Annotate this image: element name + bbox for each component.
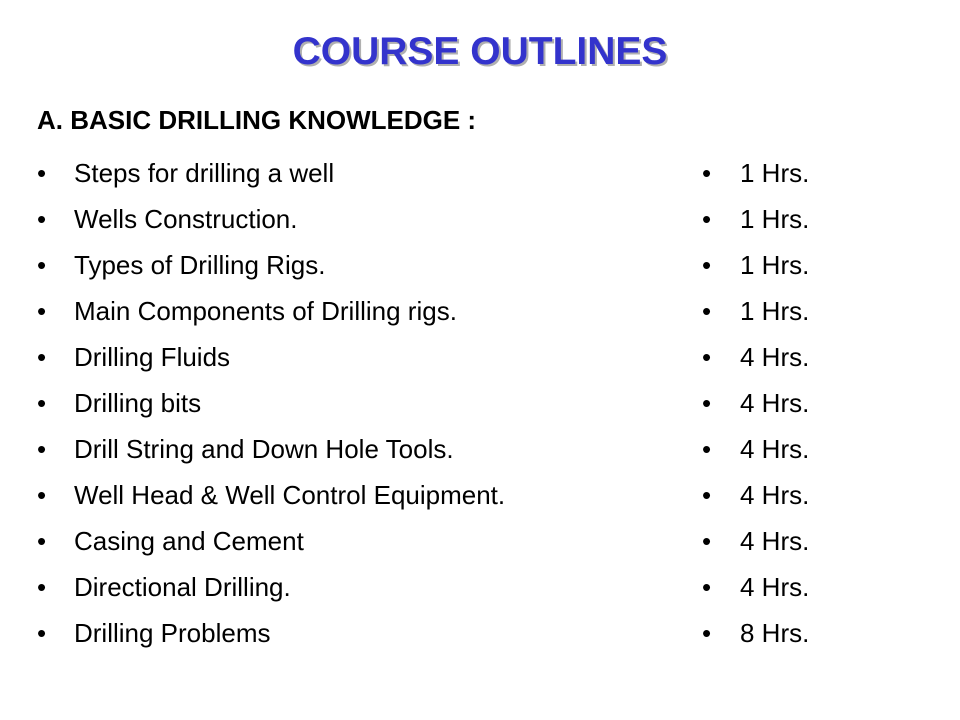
topic-hours: 4 Hrs. [740,388,810,418]
bullet-icon: • [37,158,47,188]
topic-hours: 4 Hrs. [740,526,810,556]
topic-label: Drill String and Down Hole Tools. [74,434,454,464]
bullet-icon: • [37,388,47,418]
bullet-icon: • [702,480,712,510]
topic-row [37,564,917,610]
topic-row [37,472,917,518]
topic-row [37,426,917,472]
bullet-icon: • [702,250,712,280]
bullet-icon: • [37,250,47,280]
topic-hours: 4 Hrs. [740,342,810,372]
topic-hours: 1 Hrs. [740,250,810,280]
topic-row [37,518,917,564]
bullet-icon: • [37,342,47,372]
bullet-icon: • [37,526,47,556]
topic-hours: 1 Hrs. [740,296,810,326]
topic-label: Directional Drilling. [74,572,291,602]
topic-row [37,150,917,196]
topic-list [37,150,917,656]
topic-label: Main Components of Drilling rigs. [74,296,457,326]
topic-hours: 1 Hrs. [740,158,810,188]
bullet-icon: • [702,618,712,648]
topic-label: Well Head & Well Control Equipment. [74,480,506,510]
bullet-icon: • [37,296,47,326]
topic-row [37,380,917,426]
bullet-icon: • [702,296,712,326]
topic-hours: 4 Hrs. [740,480,810,510]
bullet-icon: • [702,388,712,418]
topic-label: Steps for drilling a well [74,158,335,188]
bullet-icon: • [702,572,712,602]
topic-row [37,334,917,380]
bullet-icon: • [702,158,712,188]
topic-label: Wells Construction. [74,204,298,234]
topic-row [37,610,917,656]
topic-hours: 4 Hrs. [740,434,810,464]
topic-hours: 1 Hrs. [740,204,810,234]
bullet-icon: • [37,618,47,648]
bullet-icon: • [702,434,712,464]
topic-hours: 8 Hrs. [740,618,810,648]
topic-label: Drilling bits [74,388,202,418]
topic-label: Drilling Fluids [74,342,231,372]
section-heading: A. BASIC DRILLING KNOWLEDGE : [37,105,477,135]
topic-label: Types of Drilling Rigs. [74,250,326,280]
slide-title: COURSE OUTLINES [292,30,668,73]
topic-label: Drilling Problems [74,618,271,648]
bullet-icon: • [702,342,712,372]
topic-row [37,196,917,242]
topic-label: Casing and Cement [74,526,304,556]
topic-row [37,242,917,288]
bullet-icon: • [37,204,47,234]
bullet-icon: • [37,480,47,510]
bullet-icon: • [702,526,712,556]
bullet-icon: • [37,572,47,602]
bullet-icon: • [37,434,47,464]
topic-hours: 4 Hrs. [740,572,810,602]
topic-row [37,288,917,334]
bullet-icon: • [702,204,712,234]
